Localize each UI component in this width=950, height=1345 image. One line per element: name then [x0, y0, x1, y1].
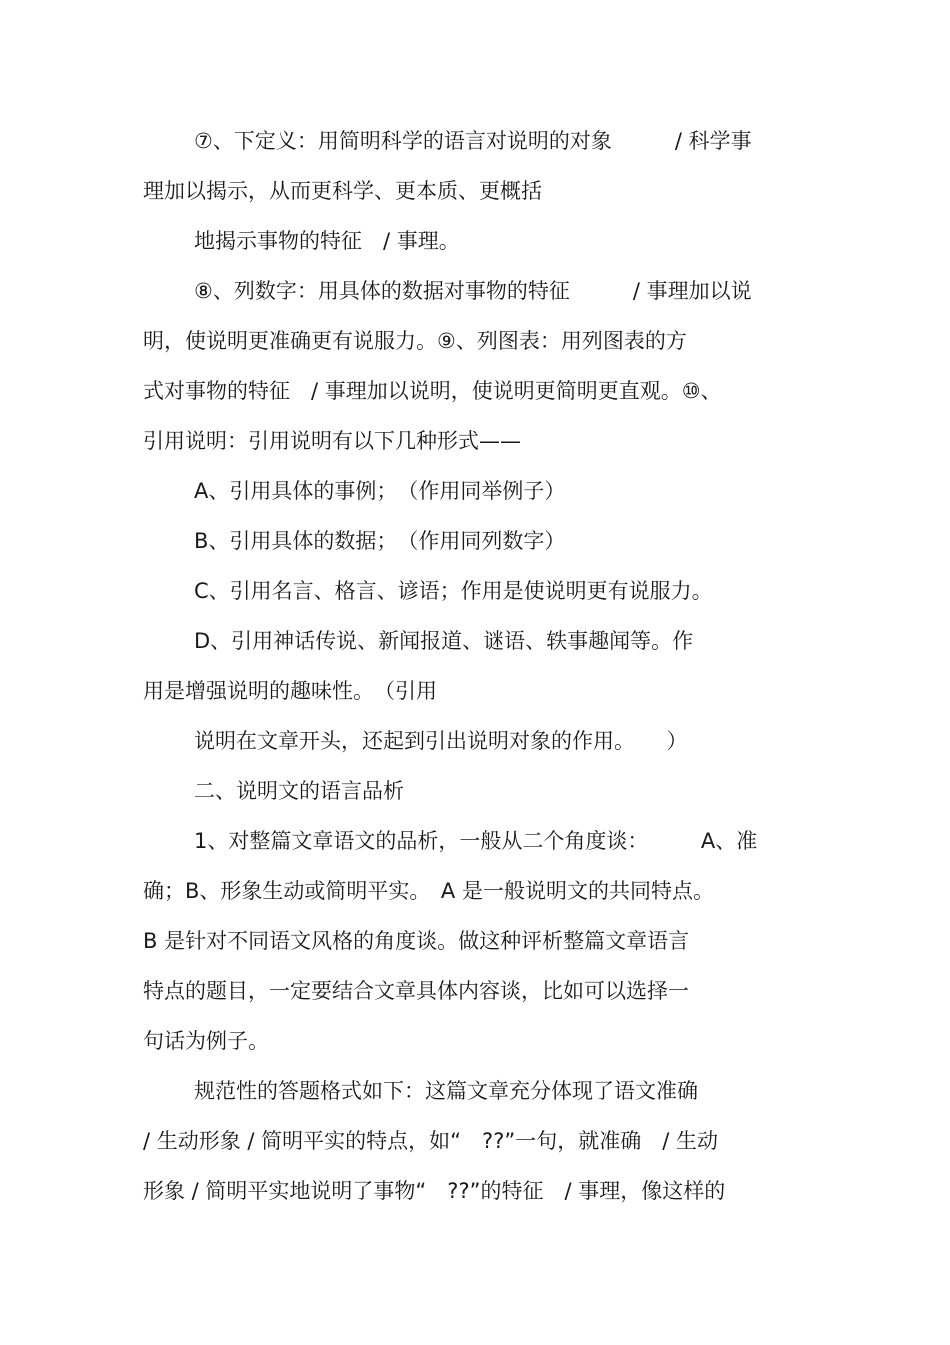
paragraph-line: 式对事物的特征 / 事理加以说明，使说明更简明更直观。⑩、: [143, 379, 722, 403]
paragraph-line: ⑧、列数字：用具体的数据对事物的特征 / 事理加以说: [194, 279, 752, 303]
section-heading: 二、说明文的语言品析: [194, 779, 404, 803]
paragraph-line: 特点的题目，一定要结合文章具体内容谈，比如可以选择一: [143, 979, 689, 1003]
paragraph-line: B 是针对不同语文风格的角度谈。做这种评析整篇文章语言: [143, 929, 690, 953]
list-item: B、引用具体的数据； （作用同列数字）: [194, 529, 566, 553]
list-item: C、引用名言、格言、谚语；作用是使说明更有说服力。: [194, 579, 713, 603]
paragraph-line: 句话为例子。: [143, 1029, 269, 1053]
paragraph-line: 说明在文章开头，还起到引出说明对象的作用。 ）: [194, 729, 688, 753]
paragraph-line: 理加以揭示，从而更科学、更本质、更概括: [143, 179, 542, 203]
paragraph-line: 地揭示事物的特征 / 事理。: [194, 229, 460, 253]
paragraph-line: ⑦、下定义：用简明科学的语言对说明的对象 / 科学事: [194, 129, 752, 153]
paragraph-line: 引用说明：引用说明有以下几种形式——: [143, 429, 521, 453]
paragraph-line: / 生动形象 / 简明平实的特点，如“ ??”一句，就准确 / 生动: [143, 1129, 718, 1153]
paragraph-line: 明，使说明更准确更有说服力。⑨、列图表：用列图表的方: [143, 329, 687, 353]
paragraph-line: 1、对整篇文章语文的品析，一般从二个角度谈： A、准: [194, 829, 758, 853]
paragraph-line: 用是增强说明的趣味性。 （引用: [143, 679, 437, 703]
paragraph-line: 形象 / 简明平实地说明了事物“ ??”的特征 / 事理，像这样的: [143, 1179, 726, 1203]
list-item: A、引用具体的事例； （作用同举例子）: [194, 479, 566, 503]
paragraph-line: 确；B、形象生动或简明平实。 A 是一般说明文的共同特点。: [143, 879, 714, 903]
paragraph-line: 规范性的答题格式如下：这篇文章充分体现了语文准确: [194, 1079, 698, 1103]
list-item: D、引用神话传说、新闻报道、谜语、轶事趣闻等。作: [194, 629, 694, 653]
